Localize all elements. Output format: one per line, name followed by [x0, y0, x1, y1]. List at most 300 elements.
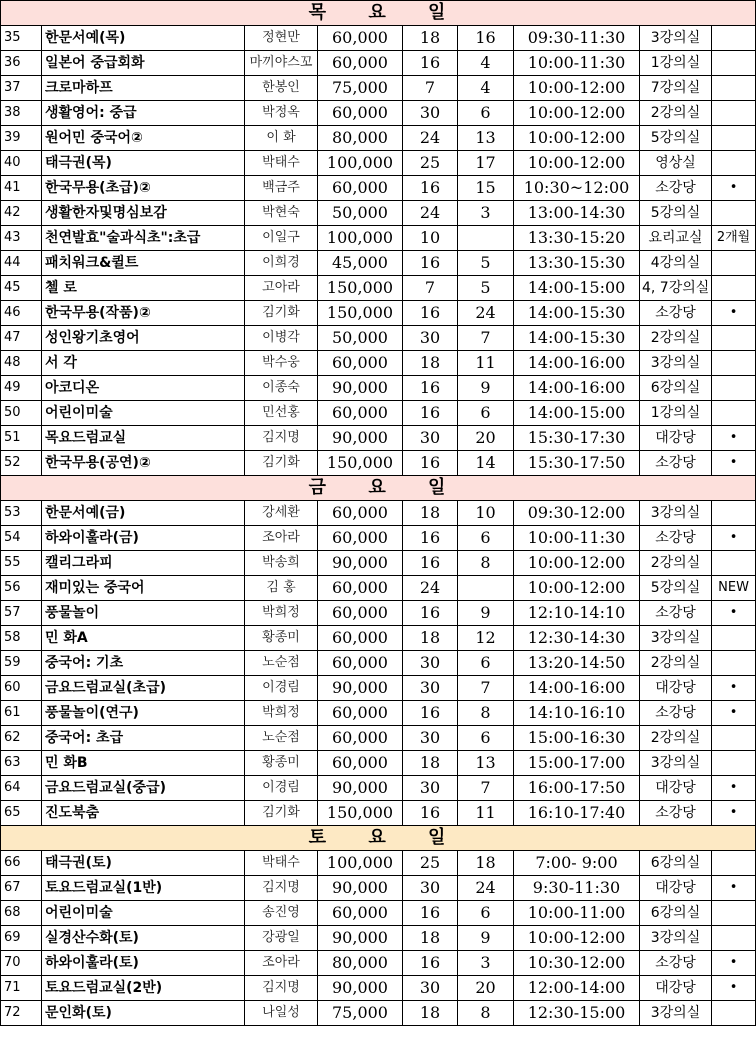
class-time: 10:30~12:00	[514, 176, 640, 201]
course-fee: 60,000	[318, 651, 403, 676]
table-row	[1, 51, 756, 76]
course-name: 토요드럼교실(2반)	[42, 976, 245, 1001]
class-time: 14:00-16:00	[514, 676, 640, 701]
row-number: 43	[1, 226, 42, 251]
class-time: 7:00- 9:00	[514, 851, 640, 876]
note-cell: •	[712, 526, 756, 551]
classroom: 2강의실	[640, 651, 712, 676]
row-number: 69	[1, 926, 42, 951]
row-number: 52	[1, 451, 42, 476]
enrolled-count: 4	[458, 51, 514, 76]
classroom: 3강의실	[640, 626, 712, 651]
day-header: 금 요 일	[1, 476, 756, 501]
teacher-name: 백금주	[245, 176, 318, 201]
course-name: 천연발효"술과식초":초급	[42, 226, 245, 251]
class-time: 9:30-11:30	[514, 876, 640, 901]
course-fee: 100,000	[318, 851, 403, 876]
note-cell	[712, 151, 756, 176]
teacher-name: 민선홍	[245, 401, 318, 426]
class-time: 10:00-12:00	[514, 101, 640, 126]
row-number: 66	[1, 851, 42, 876]
note-cell	[712, 76, 756, 101]
enrolled-count: 6	[458, 726, 514, 751]
enrolled-count	[458, 226, 514, 251]
course-name: 재미있는 중국어	[42, 576, 245, 601]
weeks-count: 16	[403, 251, 458, 276]
note-cell	[712, 901, 756, 926]
course-fee: 90,000	[318, 676, 403, 701]
note-cell: •	[712, 301, 756, 326]
note-cell: •	[712, 776, 756, 801]
teacher-name: 박송희	[245, 551, 318, 576]
note-cell	[712, 651, 756, 676]
class-time: 14:00-15:00	[514, 276, 640, 301]
teacher-name: 조아라	[245, 951, 318, 976]
class-time: 14:00-15:30	[514, 301, 640, 326]
enrolled-count: 7	[458, 326, 514, 351]
course-fee: 75,000	[318, 76, 403, 101]
enrolled-count: 6	[458, 526, 514, 551]
enrolled-count: 20	[458, 976, 514, 1001]
teacher-name: 박수웅	[245, 351, 318, 376]
course-fee: 90,000	[318, 776, 403, 801]
weeks-count: 25	[403, 151, 458, 176]
weeks-count: 10	[403, 226, 458, 251]
table-row	[1, 726, 756, 751]
classroom: 소강당	[640, 701, 712, 726]
note-cell: 2개월	[712, 226, 756, 251]
course-fee: 90,000	[318, 876, 403, 901]
classroom: 6강의실	[640, 851, 712, 876]
enrolled-count: 5	[458, 276, 514, 301]
classroom: 2강의실	[640, 101, 712, 126]
course-name: 패치워크&퀼트	[42, 251, 245, 276]
classroom: 4강의실	[640, 251, 712, 276]
course-name: 중국어: 기초	[42, 651, 245, 676]
weeks-count: 30	[403, 776, 458, 801]
table-row	[1, 851, 756, 876]
classroom: 대강당	[640, 976, 712, 1001]
course-fee: 50,000	[318, 326, 403, 351]
course-name: 목요드럼교실	[42, 426, 245, 451]
classroom: 소강당	[640, 301, 712, 326]
course-name: 실경산수화(토)	[42, 926, 245, 951]
course-name: 원어민 중국어②	[42, 126, 245, 151]
teacher-name: 박정옥	[245, 101, 318, 126]
table-row	[1, 551, 756, 576]
class-time: 10:00-11:00	[514, 901, 640, 926]
classroom: 대강당	[640, 876, 712, 901]
day-header: 토 요 일	[1, 826, 756, 851]
note-cell	[712, 26, 756, 51]
course-name: 진도북춤	[42, 801, 245, 826]
weeks-count: 24	[403, 201, 458, 226]
course-name: 일본어 중급회화	[42, 51, 245, 76]
class-time: 14:00-15:30	[514, 326, 640, 351]
classroom: 3강의실	[640, 26, 712, 51]
course-name: 풍물놀이	[42, 601, 245, 626]
teacher-name: 나일성	[245, 1001, 318, 1026]
course-fee: 100,000	[318, 151, 403, 176]
course-name: 하와이훌라(금)	[42, 526, 245, 551]
class-time: 10:00-11:30	[514, 526, 640, 551]
table-row	[1, 1001, 756, 1026]
row-number: 40	[1, 151, 42, 176]
enrolled-count: 9	[458, 926, 514, 951]
row-number: 64	[1, 776, 42, 801]
note-cell	[712, 551, 756, 576]
enrolled-count: 6	[458, 401, 514, 426]
class-time: 13:20-14:50	[514, 651, 640, 676]
table-row	[1, 526, 756, 551]
course-name: 한문서예(금)	[42, 501, 245, 526]
teacher-name: 이희경	[245, 251, 318, 276]
classroom: 1강의실	[640, 51, 712, 76]
enrolled-count: 18	[458, 851, 514, 876]
enrolled-count: 14	[458, 451, 514, 476]
weeks-count: 7	[403, 76, 458, 101]
course-name: 한국무용(공연)②	[42, 451, 245, 476]
enrolled-count: 7	[458, 676, 514, 701]
enrolled-count: 9	[458, 601, 514, 626]
enrolled-count: 20	[458, 426, 514, 451]
course-name: 캘리그라피	[42, 551, 245, 576]
note-cell	[712, 51, 756, 76]
teacher-name: 강광일	[245, 926, 318, 951]
classroom: 영상실	[640, 151, 712, 176]
note-cell: •	[712, 426, 756, 451]
row-number: 70	[1, 951, 42, 976]
class-time: 16:10-17:40	[514, 801, 640, 826]
weeks-count: 16	[403, 376, 458, 401]
course-name: 풍물놀이(연구)	[42, 701, 245, 726]
table-row	[1, 776, 756, 801]
note-cell	[712, 501, 756, 526]
table-row	[1, 976, 756, 1001]
weeks-count: 30	[403, 676, 458, 701]
course-fee: 100,000	[318, 226, 403, 251]
teacher-name: 이일구	[245, 226, 318, 251]
note-cell: •	[712, 801, 756, 826]
enrolled-count: 16	[458, 26, 514, 51]
classroom: 6강의실	[640, 376, 712, 401]
class-time: 13:00-14:30	[514, 201, 640, 226]
table-row	[1, 451, 756, 476]
teacher-name: 박희정	[245, 601, 318, 626]
class-time: 14:00-16:00	[514, 376, 640, 401]
classroom: 3강의실	[640, 501, 712, 526]
enrolled-count: 8	[458, 701, 514, 726]
note-cell	[712, 926, 756, 951]
row-number: 68	[1, 901, 42, 926]
enrolled-count: 24	[458, 301, 514, 326]
enrolled-count: 6	[458, 901, 514, 926]
note-cell	[712, 376, 756, 401]
row-number: 50	[1, 401, 42, 426]
course-fee: 60,000	[318, 176, 403, 201]
enrolled-count: 6	[458, 651, 514, 676]
note-cell	[712, 126, 756, 151]
teacher-name: 이 화	[245, 126, 318, 151]
table-row	[1, 351, 756, 376]
enrolled-count: 13	[458, 126, 514, 151]
course-fee: 60,000	[318, 726, 403, 751]
course-name: 금요드럼교실(중급)	[42, 776, 245, 801]
weeks-count: 16	[403, 51, 458, 76]
course-name: 첼 로	[42, 276, 245, 301]
weeks-count: 18	[403, 1001, 458, 1026]
class-time: 12:00-14:00	[514, 976, 640, 1001]
table-row	[1, 601, 756, 626]
teacher-name: 황종미	[245, 751, 318, 776]
teacher-name: 한봉인	[245, 76, 318, 101]
row-number: 37	[1, 76, 42, 101]
course-fee: 150,000	[318, 276, 403, 301]
table-row	[1, 301, 756, 326]
table-row	[1, 401, 756, 426]
weeks-count: 30	[403, 326, 458, 351]
row-number: 36	[1, 51, 42, 76]
teacher-name: 이종숙	[245, 376, 318, 401]
weeks-count: 30	[403, 726, 458, 751]
course-table-body	[1, 1, 756, 1026]
weeks-count: 30	[403, 976, 458, 1001]
enrolled-count: 11	[458, 801, 514, 826]
classroom: 소강당	[640, 526, 712, 551]
course-fee: 50,000	[318, 201, 403, 226]
row-number: 39	[1, 126, 42, 151]
class-time: 10:00-12:00	[514, 76, 640, 101]
table-row	[1, 176, 756, 201]
classroom: 2강의실	[640, 726, 712, 751]
course-name: 한국무용(초급)②	[42, 176, 245, 201]
teacher-name: 조아라	[245, 526, 318, 551]
enrolled-count	[458, 576, 514, 601]
class-time: 10:00-11:30	[514, 51, 640, 76]
teacher-name: 송진영	[245, 901, 318, 926]
class-time: 15:00-16:30	[514, 726, 640, 751]
teacher-name: 노순점	[245, 651, 318, 676]
teacher-name: 이경림	[245, 776, 318, 801]
day-header-row	[1, 826, 756, 851]
note-cell	[712, 251, 756, 276]
weeks-count: 18	[403, 351, 458, 376]
course-fee: 60,000	[318, 601, 403, 626]
table-row	[1, 201, 756, 226]
classroom: 소강당	[640, 951, 712, 976]
class-time: 14:10-16:10	[514, 701, 640, 726]
weeks-count: 30	[403, 651, 458, 676]
row-number: 44	[1, 251, 42, 276]
row-number: 61	[1, 701, 42, 726]
table-row	[1, 126, 756, 151]
course-name: 어린이미술	[42, 901, 245, 926]
course-fee: 60,000	[318, 526, 403, 551]
classroom: 3강의실	[640, 926, 712, 951]
class-time: 15:00-17:00	[514, 751, 640, 776]
teacher-name: 노순점	[245, 726, 318, 751]
course-fee: 80,000	[318, 951, 403, 976]
weeks-count: 16	[403, 301, 458, 326]
class-time: 09:30-11:30	[514, 26, 640, 51]
course-name: 태극권(목)	[42, 151, 245, 176]
teacher-name: 황종미	[245, 626, 318, 651]
classroom: 대강당	[640, 426, 712, 451]
weeks-count: 30	[403, 876, 458, 901]
row-number: 71	[1, 976, 42, 1001]
course-name: 민 화B	[42, 751, 245, 776]
enrolled-count: 4	[458, 76, 514, 101]
class-time: 12:30-14:30	[514, 626, 640, 651]
teacher-name: 박현숙	[245, 201, 318, 226]
classroom: 소강당	[640, 176, 712, 201]
classroom: 2강의실	[640, 551, 712, 576]
course-fee: 60,000	[318, 701, 403, 726]
table-row	[1, 276, 756, 301]
row-number: 51	[1, 426, 42, 451]
course-name: 성인왕기초영어	[42, 326, 245, 351]
course-fee: 150,000	[318, 451, 403, 476]
course-fee: 60,000	[318, 576, 403, 601]
enrolled-count: 5	[458, 251, 514, 276]
weeks-count: 18	[403, 751, 458, 776]
course-fee: 90,000	[318, 976, 403, 1001]
row-number: 42	[1, 201, 42, 226]
course-name: 하와이훌라(토)	[42, 951, 245, 976]
course-name: 문인화(토)	[42, 1001, 245, 1026]
teacher-name: 김기화	[245, 301, 318, 326]
course-fee: 75,000	[318, 1001, 403, 1026]
course-fee: 60,000	[318, 626, 403, 651]
course-fee: 60,000	[318, 101, 403, 126]
note-cell: •	[712, 876, 756, 901]
teacher-name: 김지명	[245, 976, 318, 1001]
table-row	[1, 626, 756, 651]
course-fee: 90,000	[318, 426, 403, 451]
course-fee: 60,000	[318, 501, 403, 526]
class-time: 15:30-17:30	[514, 426, 640, 451]
row-number: 35	[1, 26, 42, 51]
note-cell	[712, 326, 756, 351]
row-number: 62	[1, 726, 42, 751]
table-row	[1, 751, 756, 776]
course-name: 한국무용(작품)②	[42, 301, 245, 326]
table-row	[1, 901, 756, 926]
classroom: 소강당	[640, 451, 712, 476]
weeks-count: 16	[403, 401, 458, 426]
note-cell	[712, 1001, 756, 1026]
teacher-name: 마끼야스꼬	[245, 51, 318, 76]
enrolled-count: 12	[458, 626, 514, 651]
enrolled-count: 10	[458, 501, 514, 526]
course-name: 태극권(토)	[42, 851, 245, 876]
table-row	[1, 376, 756, 401]
class-time: 09:30-12:00	[514, 501, 640, 526]
table-row	[1, 876, 756, 901]
weeks-count: 16	[403, 951, 458, 976]
class-time: 10:00-12:00	[514, 126, 640, 151]
enrolled-count: 13	[458, 751, 514, 776]
course-name: 한문서예(목)	[42, 26, 245, 51]
row-number: 55	[1, 551, 42, 576]
row-number: 48	[1, 351, 42, 376]
table-row	[1, 501, 756, 526]
classroom: 3강의실	[640, 751, 712, 776]
row-number: 58	[1, 626, 42, 651]
weeks-count: 16	[403, 451, 458, 476]
teacher-name: 김지명	[245, 426, 318, 451]
teacher-name: 고아라	[245, 276, 318, 301]
row-number: 47	[1, 326, 42, 351]
course-name: 토요드럼교실(1반)	[42, 876, 245, 901]
classroom: 2강의실	[640, 326, 712, 351]
course-fee: 60,000	[318, 51, 403, 76]
course-name: 생활한자및명심보감	[42, 201, 245, 226]
course-name: 크로마하프	[42, 76, 245, 101]
table-row	[1, 926, 756, 951]
enrolled-count: 7	[458, 776, 514, 801]
classroom: 5강의실	[640, 126, 712, 151]
course-fee: 60,000	[318, 401, 403, 426]
row-number: 57	[1, 601, 42, 626]
class-time: 12:30-15:00	[514, 1001, 640, 1026]
table-row	[1, 676, 756, 701]
note-cell	[712, 401, 756, 426]
row-number: 38	[1, 101, 42, 126]
weeks-count: 16	[403, 801, 458, 826]
row-number: 56	[1, 576, 42, 601]
classroom: 소강당	[640, 801, 712, 826]
note-cell	[712, 726, 756, 751]
enrolled-count: 3	[458, 201, 514, 226]
teacher-name: 박태수	[245, 151, 318, 176]
weeks-count: 16	[403, 601, 458, 626]
enrolled-count: 8	[458, 551, 514, 576]
classroom: 대강당	[640, 776, 712, 801]
class-time: 10:00-12:00	[514, 576, 640, 601]
course-fee: 80,000	[318, 126, 403, 151]
classroom: 소강당	[640, 601, 712, 626]
note-cell	[712, 851, 756, 876]
note-cell	[712, 201, 756, 226]
classroom: 3강의실	[640, 351, 712, 376]
table-row	[1, 576, 756, 601]
weeks-count: 30	[403, 426, 458, 451]
note-cell	[712, 751, 756, 776]
class-time: 12:10-14:10	[514, 601, 640, 626]
weeks-count: 16	[403, 176, 458, 201]
row-number: 60	[1, 676, 42, 701]
table-row	[1, 701, 756, 726]
enrolled-count: 11	[458, 351, 514, 376]
row-number: 72	[1, 1001, 42, 1026]
enrolled-count: 17	[458, 151, 514, 176]
classroom: 대강당	[640, 676, 712, 701]
classroom: 6강의실	[640, 901, 712, 926]
teacher-name: 정현만	[245, 26, 318, 51]
weeks-count: 7	[403, 276, 458, 301]
class-time: 13:30-15:20	[514, 226, 640, 251]
course-name: 금요드럼교실(초급)	[42, 676, 245, 701]
table-row	[1, 426, 756, 451]
weeks-count: 16	[403, 701, 458, 726]
classroom: 7강의실	[640, 76, 712, 101]
day-header-row	[1, 476, 756, 501]
row-number: 65	[1, 801, 42, 826]
row-number: 41	[1, 176, 42, 201]
class-time: 16:00-17:50	[514, 776, 640, 801]
classroom: 5강의실	[640, 576, 712, 601]
